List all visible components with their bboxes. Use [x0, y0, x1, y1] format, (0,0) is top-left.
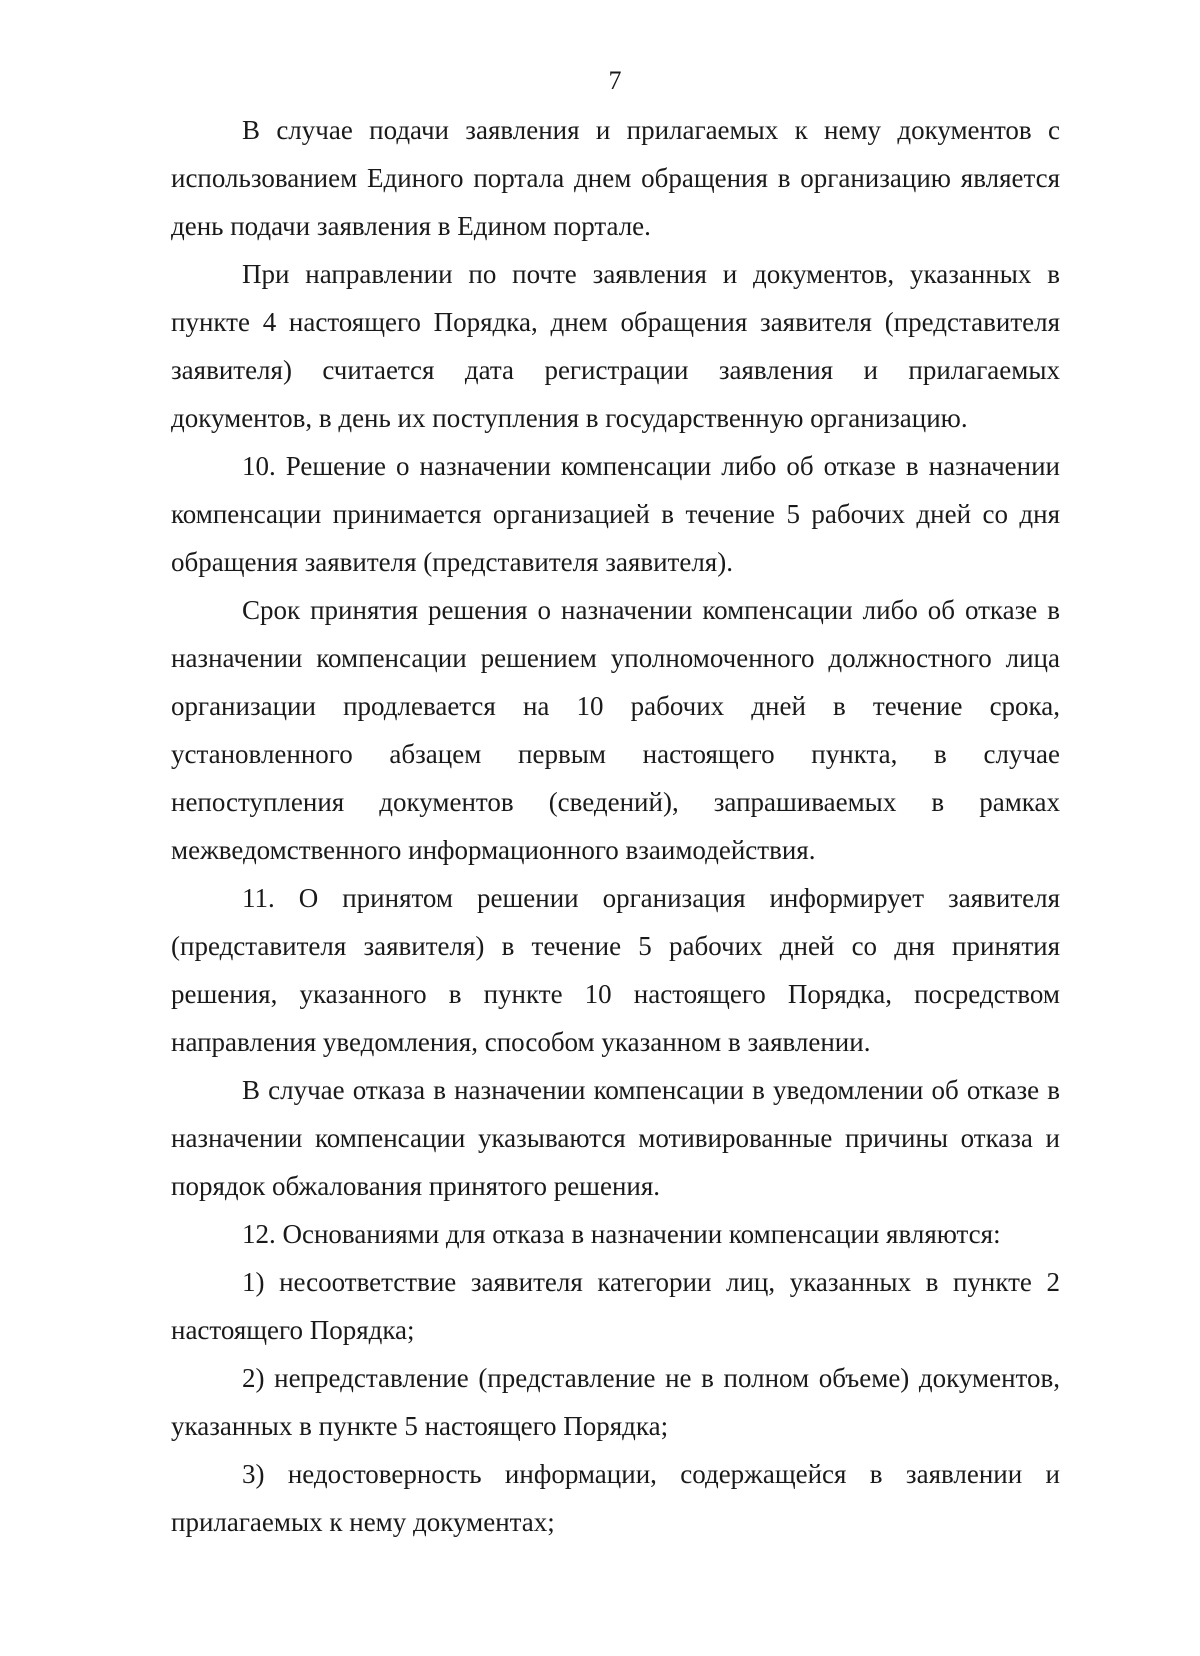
paragraph-6: В случае отказа в назначении компенсации в уведомлении об отказе в назначении компенсации указываются мотивированные причины отказа и порядок обжалования принятого решения.: [171, 1075, 1060, 1201]
paragraph-8: 1) несоответствие заявителя категории лиц, указанных в пункте 2 настоящего Порядка;: [171, 1267, 1060, 1345]
paragraph-10: 3) недостоверность информации, содержащейся в заявлении и прилагаемых к нему документах;: [171, 1459, 1060, 1537]
paragraph-7: 12. Основаниями для отказа в назначении компенсации являются:: [242, 1219, 1001, 1249]
paragraph-1: В случае подачи заявления и прилагаемых к нему документов с использованием Единого портала днем обращения в организацию является день подачи заявления в Едином портале.: [171, 115, 1060, 241]
paragraph-2: При направлении по почте заявления и документов, указанных в пункте 4 настоящего Порядка, днем обращения заявителя (представителя заявителя) считается дата регистрации заявления и прилагаемых документов, в день их поступления в государственную организацию.: [171, 259, 1060, 433]
paragraph-5: 11. О принятом решении организация информирует заявителя (представителя заявителя) в течение 5 рабочих дней со дня принятия решения, указанного в пункте 10 настоящего Порядка, посредством направления уведомления, способом указанном в заявлении.: [171, 883, 1060, 1057]
paragraph-4: Срок принятия решения о назначении компенсации либо об отказе в назначении компенсации решением уполномоченного должностного лица организации продлевается на 10 рабочих дней в течение срока, установленного абзацем первым настоящего пункта, в случае непоступления документов (сведений), запрашиваемых в рамках межведомственного информационного взаимодействия.: [171, 595, 1060, 865]
paragraph-3: 10. Решение о назначении компенсации либо об отказе в назначении компенсации принимается организацией в течение 5 рабочих дней со дня обращения заявителя (представителя заявителя).: [171, 451, 1060, 577]
document-body: [171, 106, 1060, 1546]
page-number: 7: [608, 66, 622, 95]
paragraph-9: 2) непредставление (представление не в полном объеме) документов, указанных в пункте 5 настоящего Порядка;: [171, 1363, 1060, 1441]
